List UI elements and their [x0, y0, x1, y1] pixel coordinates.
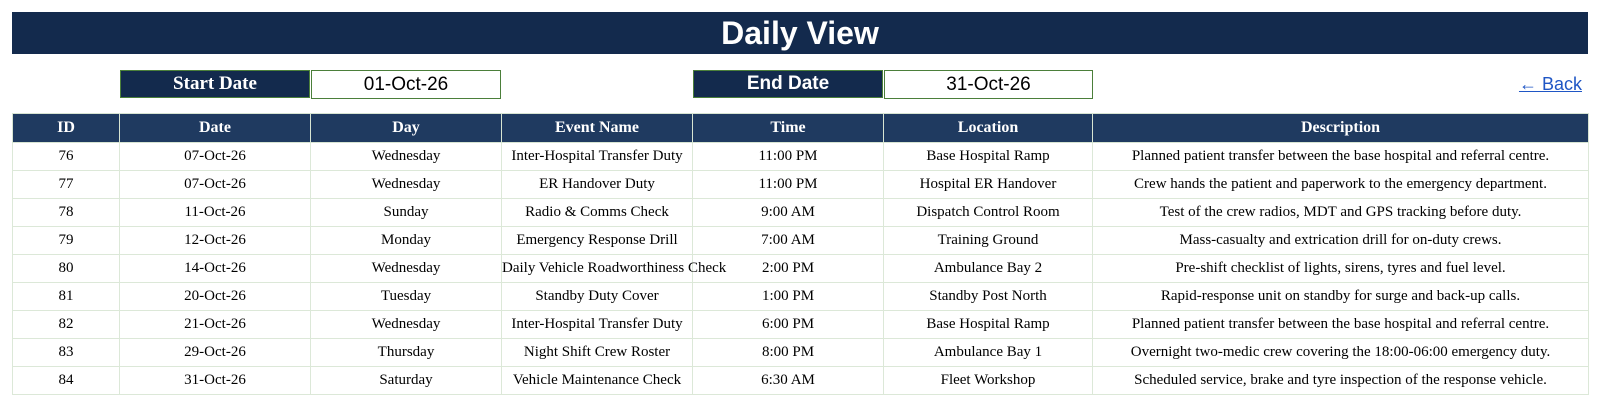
cell-location: Base Hospital Ramp	[884, 143, 1093, 171]
cell-day: Saturday	[311, 367, 502, 395]
cell-time: 11:00 PM	[693, 171, 884, 199]
cell-time: 1:00 PM	[693, 283, 884, 311]
cell-event-name: Night Shift Crew Roster	[502, 339, 693, 367]
cell-event-name: Standby Duty Cover	[502, 283, 693, 311]
cell-event-name: Vehicle Maintenance Check	[502, 367, 693, 395]
start-date-label: Start Date	[120, 70, 310, 98]
cell-time: 6:30 AM	[693, 367, 884, 395]
cell-description: Overnight two-medic crew covering the 18:00-06:00 emergency duty.	[1093, 339, 1589, 367]
cell-location: Standby Post North	[884, 283, 1093, 311]
cell-id: 79	[13, 227, 120, 255]
column-header-time: Time	[693, 114, 884, 143]
cell-event-name: Radio & Comms Check	[502, 199, 693, 227]
cell-location: Training Ground	[884, 227, 1093, 255]
table-row[interactable]	[13, 339, 1589, 367]
cell-location: Base Hospital Ramp	[884, 311, 1093, 339]
cell-date: 14-Oct-26	[120, 255, 311, 283]
table-row[interactable]	[13, 227, 1589, 255]
table-row[interactable]	[13, 311, 1589, 339]
cell-location: Fleet Workshop	[884, 367, 1093, 395]
column-header-description: Description	[1093, 114, 1589, 143]
cell-date: 20-Oct-26	[120, 283, 311, 311]
cell-event-name: Inter-Hospital Transfer Duty	[502, 143, 693, 171]
cell-date: 12-Oct-26	[120, 227, 311, 255]
cell-day: Wednesday	[311, 171, 502, 199]
cell-date: 11-Oct-26	[120, 199, 311, 227]
cell-date: 31-Oct-26	[120, 367, 311, 395]
column-header-id: ID	[13, 114, 120, 143]
cell-day: Wednesday	[311, 255, 502, 283]
cell-date: 07-Oct-26	[120, 143, 311, 171]
cell-description: Scheduled service, brake and tyre inspection of the response vehicle.	[1093, 367, 1589, 395]
cell-day: Monday	[311, 227, 502, 255]
cell-description: Crew hands the patient and paperwork to the emergency department.	[1093, 171, 1589, 199]
cell-date: 21-Oct-26	[120, 311, 311, 339]
cell-id: 83	[13, 339, 120, 367]
cell-id: 82	[13, 311, 120, 339]
page-title: Daily View	[12, 12, 1588, 54]
cell-event-name: Daily Vehicle Roadworthiness Check	[502, 255, 693, 283]
table-row[interactable]	[13, 171, 1589, 199]
events-table	[12, 113, 1589, 395]
table-body	[13, 143, 1589, 395]
cell-id: 84	[13, 367, 120, 395]
cell-time: 2:00 PM	[693, 255, 884, 283]
cell-day: Tuesday	[311, 283, 502, 311]
table-row[interactable]	[13, 367, 1589, 395]
column-header-day: Day	[311, 114, 502, 143]
cell-day: Wednesday	[311, 311, 502, 339]
cell-time: 8:00 PM	[693, 339, 884, 367]
cell-event-name: ER Handover Duty	[502, 171, 693, 199]
cell-description: Planned patient transfer between the base hospital and referral centre.	[1093, 311, 1589, 339]
cell-id: 77	[13, 171, 120, 199]
cell-description: Planned patient transfer between the base hospital and referral centre.	[1093, 143, 1589, 171]
cell-id: 81	[13, 283, 120, 311]
cell-time: 7:00 AM	[693, 227, 884, 255]
cell-day: Wednesday	[311, 143, 502, 171]
table-row[interactable]	[13, 143, 1589, 171]
end-date-label: End Date	[693, 70, 883, 98]
table-row[interactable]	[13, 255, 1589, 283]
cell-location: Ambulance Bay 2	[884, 255, 1093, 283]
cell-time: 6:00 PM	[693, 311, 884, 339]
cell-day: Thursday	[311, 339, 502, 367]
cell-event-name: Emergency Response Drill	[502, 227, 693, 255]
cell-description: Pre-shift checklist of lights, sirens, tyres and fuel level.	[1093, 255, 1589, 283]
column-header-event-name: Event Name	[502, 114, 693, 143]
cell-location: Dispatch Control Room	[884, 199, 1093, 227]
table-row[interactable]	[13, 199, 1589, 227]
cell-event-name: Inter-Hospital Transfer Duty	[502, 311, 693, 339]
cell-id: 80	[13, 255, 120, 283]
cell-description: Test of the crew radios, MDT and GPS tracking before duty.	[1093, 199, 1589, 227]
end-date-field[interactable]: 31-Oct-26	[884, 70, 1093, 99]
cell-id: 78	[13, 199, 120, 227]
cell-day: Sunday	[311, 199, 502, 227]
cell-time: 11:00 PM	[693, 143, 884, 171]
table-row[interactable]	[13, 283, 1589, 311]
start-date-field[interactable]: 01-Oct-26	[311, 70, 501, 99]
back-link[interactable]: ← Back	[1518, 74, 1582, 94]
cell-date: 29-Oct-26	[120, 339, 311, 367]
column-header-date: Date	[120, 114, 311, 143]
cell-location: Ambulance Bay 1	[884, 339, 1093, 367]
cell-time: 9:00 AM	[693, 199, 884, 227]
cell-id: 76	[13, 143, 120, 171]
cell-description: Rapid-response unit on standby for surge and back-up calls.	[1093, 283, 1589, 311]
cell-description: Mass-casualty and extrication drill for on-duty crews.	[1093, 227, 1589, 255]
cell-date: 07-Oct-26	[120, 171, 311, 199]
column-header-location: Location	[884, 114, 1093, 143]
cell-location: Hospital ER Handover	[884, 171, 1093, 199]
table-header-row	[13, 114, 1589, 143]
